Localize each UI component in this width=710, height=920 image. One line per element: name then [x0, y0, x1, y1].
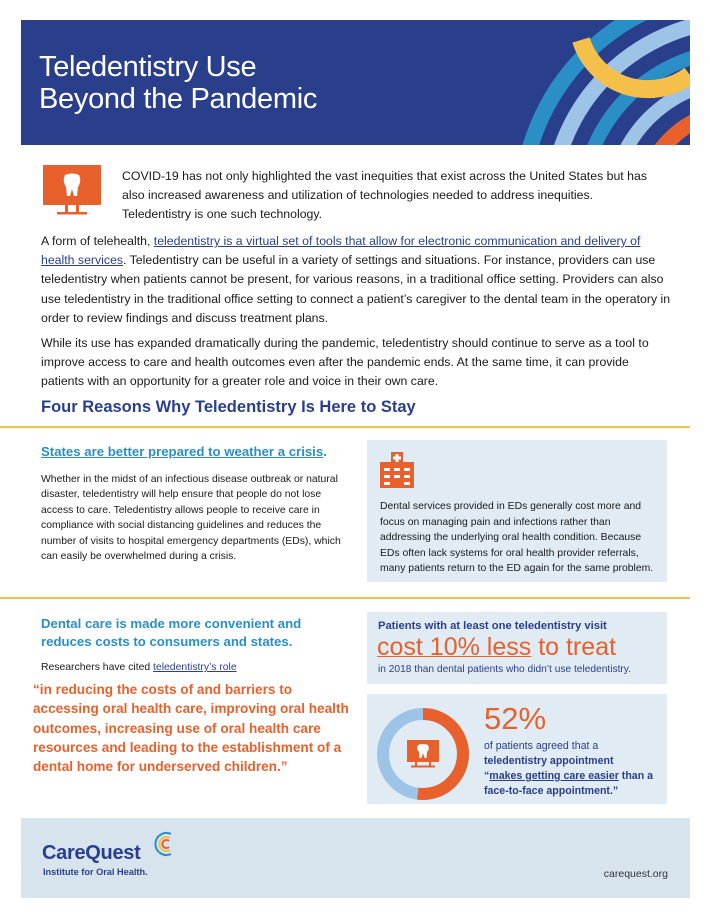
reason2-heading: Dental care is made more convenient and reduces costs to consumers and states.: [41, 616, 302, 649]
footer: [21, 818, 690, 898]
cost-stat-top: Patients with at least one teledentistry visit: [378, 620, 607, 632]
cost-stat-bottom: in 2018 than dental patients who didn’t use teledentistry.: [378, 664, 631, 675]
section-divider: [0, 426, 690, 428]
reason1-heading: States are better prepared to weather a crisis.: [41, 444, 327, 459]
website-url[interactable]: carequest.org: [603, 868, 668, 880]
section-divider: [0, 597, 690, 599]
cost-stat-big: cost 10% less to treat: [377, 633, 617, 661]
reason2-body: Researchers have cited teledentistry’s role: [41, 662, 237, 673]
pandemic-paragraph: While its use has expanded dramatically during the pandemic, teledentistry should continue to serve as a tool to improve access to care and health outcomes even after the pandemic ends. At the same time, it can provide patients with an opportunity for a greater role and voice in their own care.: [41, 336, 649, 389]
page-title: Teledentistry Use Beyond the Pandemic: [39, 51, 318, 115]
percentage-text: of patients agreed that a teledentistry appointment “makes getting care easier than a face-to-face appointment.”: [484, 740, 653, 797]
definition-paragraph: A form of telehealth, teledentistry is a virtual set of tools that allow for electronic communication and delivery of health services. Teledentistry can be useful in a variety of settings and situations. For instance, providers can use teledentistry when patients cannot be present, for various reasons, in a traditional office setting. Providers can also use teledentistry in the traditional office setting to connect a patient’s caregiver to the dental team in the operatory in order to review findings and discuss treatment plans.: [41, 234, 671, 325]
ed-cost-text: Dental services provided in EDs generally cost more and focus on managing pain and infections rather than addressing the underlying oral health condition. Because EDs often lack systems for oral health provider referrals, many patients return to the ED again for the same problem.: [380, 501, 654, 575]
ed-cost-card: [367, 440, 667, 582]
section-heading: Four Reasons Why Teledentistry Is Here to Stay: [41, 398, 416, 416]
header-banner: [21, 20, 690, 145]
teledentistry-role-link[interactable]: teledentistry’s role: [153, 662, 237, 673]
logo-arcs-icon: [151, 830, 175, 858]
hospital-icon: [380, 452, 414, 490]
patient-stat-card: [367, 694, 667, 804]
easier-care-link[interactable]: makes getting care easier: [489, 770, 619, 782]
research-quote: “in reducing the costs of and barriers to accessing oral health care, improving oral health outcomes, increasing use of oral health care resources and leading to the establishment of a dental home for underserved children.”: [33, 682, 349, 775]
tooth-monitor-icon: [43, 165, 101, 217]
carequest-logo: CareQuest: [42, 842, 141, 864]
teledentistry-definition-link[interactable]: teledentistry is a virtual set of tools that allow for electronic communication and delivery of health services: [41, 234, 641, 268]
cost-stat-card: [367, 612, 667, 684]
logo-tagline: Institute for Oral Health.: [43, 867, 148, 877]
reason1-body: Whether in the midst of an infectious disease outbreak or natural disaster, teledentistry will help ensure that people do not lose access to care. Teledentistry allows people to receive care in compliance with social distancing guidelines and reduces the number of visits to hospital emergency departments (EDs), which can easily be overwhelmed during a crisis.: [41, 474, 341, 563]
intro-paragraph: COVID-19 has not only highlighted the vast inequities that exist across the United States but has also increased awareness and utilization of technologies needed to address inequities. Teledentistry is one such technology.: [122, 169, 647, 222]
tooth-monitor-icon: [407, 740, 439, 768]
percentage-value: 52%: [484, 701, 547, 736]
percentage-ring: [375, 706, 471, 802]
